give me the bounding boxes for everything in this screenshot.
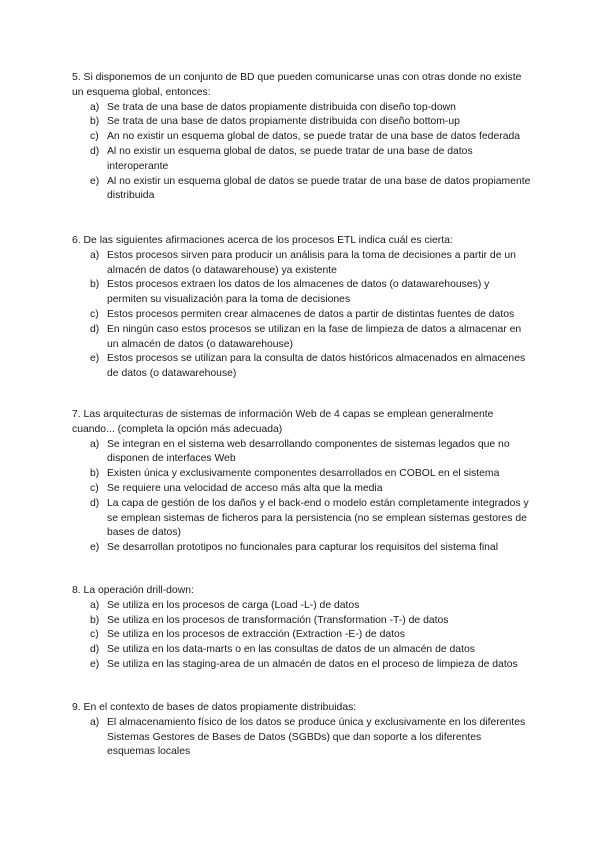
- question-6-option-c: [72, 308, 532, 323]
- question-8-options: [72, 599, 532, 673]
- question-8: [72, 584, 532, 673]
- option-letter: b): [90, 116, 100, 128]
- question-5-option-a: [72, 101, 532, 116]
- option-text: Se utiliza en los procesos de carga (Load -L-) de datos: [107, 599, 360, 611]
- question-9-option-a: [72, 716, 532, 760]
- question-5-option-b: [72, 115, 532, 130]
- option-letter: d): [90, 145, 100, 157]
- question-9-options: [72, 716, 532, 760]
- question-5-options: [72, 101, 532, 205]
- option-text: Se utiliza en las staging-area de un almacén de datos en el proceso de limpieza de datos: [107, 658, 518, 670]
- option-letter: c): [90, 308, 99, 320]
- question-6-option-b: [72, 278, 532, 308]
- option-text: El almacenamiento físico de los datos se produce única y exclusivamente en los diferentes Sistemas Gestores de Bases de Datos (SGBDs) que dan soporte a los diferentes esquemas locales: [107, 716, 526, 758]
- option-letter: c): [90, 482, 99, 494]
- option-text: La capa de gestión de los daños y el back-end o modelo están completamente integrados y se emplean sistemas de ficheros para la persistencia (no se emplean sistemas gestores de bases de datos): [107, 497, 529, 539]
- option-text: Existen única y exclusivamente componentes desarrollados en COBOL en el sistema: [107, 468, 500, 480]
- question-5-option-e: [72, 175, 532, 205]
- question-6: [72, 234, 532, 382]
- option-text: An no existir un esquema global de datos, se puede tratar de una base de datos federada: [107, 131, 521, 143]
- question-8-option-b: [72, 614, 532, 629]
- option-text: Estos procesos permiten crear almacenes de datos a partir de distintas fuentes de datos: [107, 308, 515, 320]
- question-5: [72, 71, 532, 204]
- question-8-option-a: [72, 599, 532, 614]
- question-9-title: 9. En el contexto de bases de datos propiamente distribuidas:: [72, 702, 357, 713]
- option-text: Se trata de una base de datos propiamente distribuida con diseño bottom-up: [107, 116, 460, 128]
- option-letter: e): [90, 542, 100, 554]
- option-letter: e): [90, 658, 100, 670]
- option-text: En ningún caso estos procesos se utilizan en la fase de limpieza de datos a almacenar en un almacén de datos (o datawarehouse): [107, 323, 522, 350]
- option-text: Se trata de una base de datos propiamente distribuida con diseño top-down: [107, 101, 456, 113]
- question-6-option-a: [72, 249, 532, 279]
- option-letter: e): [90, 353, 100, 365]
- option-letter: d): [90, 323, 100, 335]
- option-text: Al no existir un esquema global de datos, se puede tratar de una base de datos interoperante: [107, 145, 473, 172]
- question-5-title: 5. Si disponemos de un conjunto de BD que pueden comunicarse unas con otras donde no existe un esquema global, entonces:: [72, 72, 522, 98]
- question-7-option-d: [72, 497, 532, 541]
- option-letter: e): [90, 175, 100, 187]
- option-letter: c): [90, 629, 99, 641]
- question-7-option-c: [72, 482, 532, 497]
- option-letter: c): [90, 131, 99, 143]
- option-text: Se desarrollan prototipos no funcionales para capturar los requisitos del sistema final: [107, 542, 499, 554]
- option-text: Se requiere una velocidad de acceso más alta que la media: [107, 482, 383, 494]
- question-6-option-d: [72, 323, 532, 353]
- question-9: [72, 701, 532, 760]
- option-letter: d): [90, 644, 100, 656]
- question-8-option-c: [72, 628, 532, 643]
- question-5-option-c: [72, 130, 532, 145]
- question-5-option-d: [72, 145, 532, 175]
- option-letter: d): [90, 497, 100, 509]
- question-6-title: 6. De las siguientes afirmaciones acerca de los procesos ETL indica cuál es cierta:: [72, 235, 453, 246]
- option-text: Estos procesos sirven para producir un análisis para la toma de decisiones a partir de un almacén de datos (o datawarehouse) ya existente: [107, 249, 516, 276]
- option-letter: b): [90, 614, 100, 626]
- option-letter: b): [90, 279, 100, 291]
- question-7-option-a: [72, 438, 532, 468]
- option-text: Se utiliza en los procesos de transformación (Transformation -T-) de datos: [107, 614, 449, 626]
- option-text: Se utiliza en los procesos de extracción (Extraction -E-) de datos: [107, 629, 406, 641]
- question-7-option-b: [72, 467, 532, 482]
- question-7-title: 7. Las arquitecturas de sistemas de información Web de 4 capas se emplean generalmente cuando... (completa la opción más adecuada): [72, 409, 494, 435]
- option-letter: a): [90, 249, 100, 261]
- question-8-option-d: [72, 643, 532, 658]
- option-letter: a): [90, 101, 100, 113]
- question-7-options: [72, 438, 532, 556]
- option-text: Estos procesos extraen los datos de los almacenes de datos (o datawarehouses) y permiten su visualización para la toma de decisiones: [107, 279, 490, 306]
- option-letter: a): [90, 716, 100, 728]
- option-text: Al no existir un esquema global de datos se puede tratar de una base de datos propiamente distribuida: [107, 175, 531, 202]
- question-6-options: [72, 249, 532, 382]
- option-letter: b): [90, 468, 100, 480]
- option-text: Se integran en el sistema web desarrollando componentes de sistemas legados que no disponen de interfaces Web: [107, 438, 510, 465]
- question-6-option-e: [72, 352, 532, 382]
- question-7-option-e: [72, 541, 532, 556]
- question-8-option-e: [72, 658, 532, 673]
- option-letter: a): [90, 438, 100, 450]
- option-letter: a): [90, 599, 100, 611]
- option-text: Se utiliza en los data-marts o en las consultas de datos de un almacén de datos: [107, 644, 475, 656]
- question-7: [72, 408, 532, 556]
- question-8-title: 8. La operación drill-down:: [72, 585, 194, 596]
- option-text: Estos procesos se utilizan para la consulta de datos históricos almacenados en almacenes de datos (o datawarehouse): [107, 353, 526, 380]
